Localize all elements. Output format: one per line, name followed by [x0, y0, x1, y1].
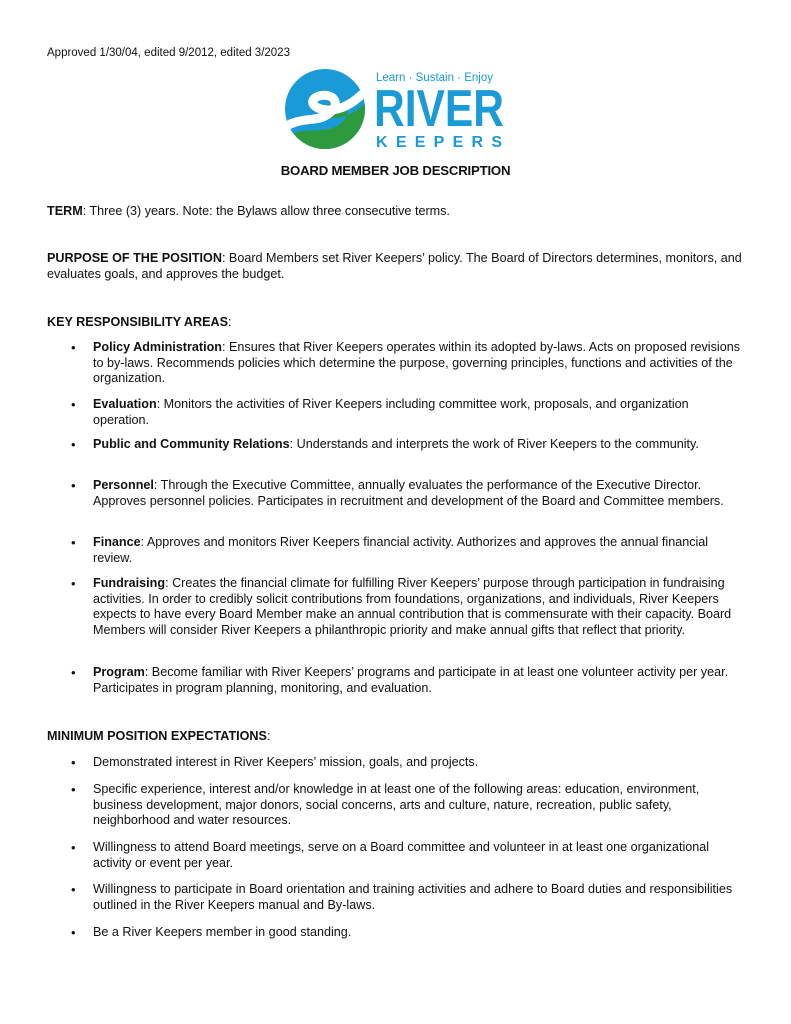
bullet-icon: •: [71, 478, 76, 493]
list-item: [47, 437, 747, 453]
key-areas-heading: KEY RESPONSIBILITY AREAS: [47, 315, 229, 329]
bullet-icon: •: [71, 882, 76, 897]
list-item: [47, 755, 747, 771]
bullet-icon: •: [71, 755, 76, 770]
purpose-text: : Board Members set River Keepers’ policy. The Board of Directors determines, monitors, and evaluates goals, and approves the budget.: [47, 251, 742, 281]
purpose-label: PURPOSE OF THE POSITION: [47, 251, 222, 265]
item-label: Fundraising: [93, 576, 166, 590]
item-label: Policy Administration: [93, 340, 222, 354]
expectations-heading: MINIMUM POSITION EXPECTATIONS: [47, 729, 267, 743]
term-paragraph: [47, 204, 747, 220]
bullet-icon: •: [71, 665, 76, 680]
river-keepers-logo: [285, 66, 515, 152]
item-label: Public and Community Relations: [93, 437, 290, 451]
item-label: Program: [93, 665, 145, 679]
list-item: [47, 535, 747, 566]
item-text: Be a River Keepers member in good standing.: [93, 925, 352, 939]
item-text: Willingness to participate in Board orientation and training activities and adhere to Board duties and responsibilities outlined in the River Keepers manual and By-laws.: [93, 882, 733, 912]
item-text: Demonstrated interest in River Keepers’ mission, goals, and projects.: [93, 755, 479, 769]
list-item: [47, 340, 747, 387]
expectations-heading-colon: :: [266, 729, 271, 743]
item-label: Finance: [93, 535, 141, 549]
logo-word-river: RIVER: [374, 80, 504, 138]
purpose-paragraph: [47, 251, 747, 282]
bullet-icon: •: [71, 840, 76, 855]
bullet-icon: •: [71, 437, 76, 452]
bullet-icon: •: [71, 576, 76, 591]
key-areas-heading-line: [47, 315, 747, 331]
item-text: : Understands and interprets the work of River Keepers to the community.: [289, 437, 699, 451]
list-item: [47, 840, 747, 871]
bullet-icon: •: [71, 397, 76, 412]
expectations-heading-line: [47, 729, 747, 745]
item-label: Evaluation: [93, 397, 157, 411]
key-areas-heading-colon: :: [228, 315, 232, 329]
list-item: [47, 665, 747, 696]
item-text: : Ensures that River Keepers operates within its adopted by-laws. Acts on proposed revisions to by-laws. Recommends policies which determine the purpose, governing principles, functions and activities of the organization.: [93, 340, 741, 385]
term-label: TERM: [47, 204, 83, 218]
list-item: [47, 576, 747, 638]
logo-tagline: Learn · Sustain · Enjoy: [376, 72, 493, 84]
bullet-icon: •: [71, 340, 76, 355]
bullet-icon: •: [71, 925, 76, 940]
item-text: Willingness to attend Board meetings, serve on a Board committee and volunteer in at least one organizational activity or event per year.: [93, 840, 710, 870]
list-item: [47, 925, 747, 941]
approval-dates: Approved 1/30/04, edited 9/2012, edited 3/2023: [47, 47, 290, 59]
item-text: : Become familiar with River Keepers’ programs and participate in at least one volunteer activity per year. Participates in program planning, monitoring, and evaluation.: [93, 665, 729, 695]
document-title: BOARD MEMBER JOB DESCRIPTION: [280, 163, 511, 178]
item-text: : Monitors the activities of River Keepers including committee work, proposals, and organization operation.: [93, 397, 689, 427]
item-text: : Creates the financial climate for fulfilling River Keepers’ purpose through participation in fundraising activities. In order to credibly solicit contributions from foundations, organizations, and individuals, River Keepers expects to have every Board Member make an annual contribution that is commensurate with their capacity. Board Members will consider River Keepers a philanthropic priority and make annual gifts that reflect that priority.: [93, 576, 732, 637]
list-item: [47, 882, 747, 913]
item-text: : Approves and monitors River Keepers financial activity. Authorizes and approves the annual financial review.: [93, 535, 709, 565]
item-text: : Through the Executive Committee, annually evaluates the performance of the Executive Director. Approves personnel policies. Participates in recruitment and development of the Board and Committee members.: [93, 478, 724, 508]
list-item: [47, 478, 747, 509]
term-text: : Three (3) years. Note: the Bylaws allow three consecutive terms.: [82, 204, 450, 218]
item-text: Specific experience, interest and/or knowledge in at least one of the following areas: education, environment, business development, major donors, social concerns, arts and culture, nature, recreation, public safety, neighborhood and water resources.: [93, 782, 700, 827]
item-label: Personnel: [93, 478, 154, 492]
list-item: [47, 782, 747, 829]
list-item: [47, 397, 747, 428]
logo-word-keepers: KEEPERS: [376, 134, 502, 151]
bullet-icon: •: [71, 782, 76, 797]
bullet-icon: •: [71, 535, 76, 550]
